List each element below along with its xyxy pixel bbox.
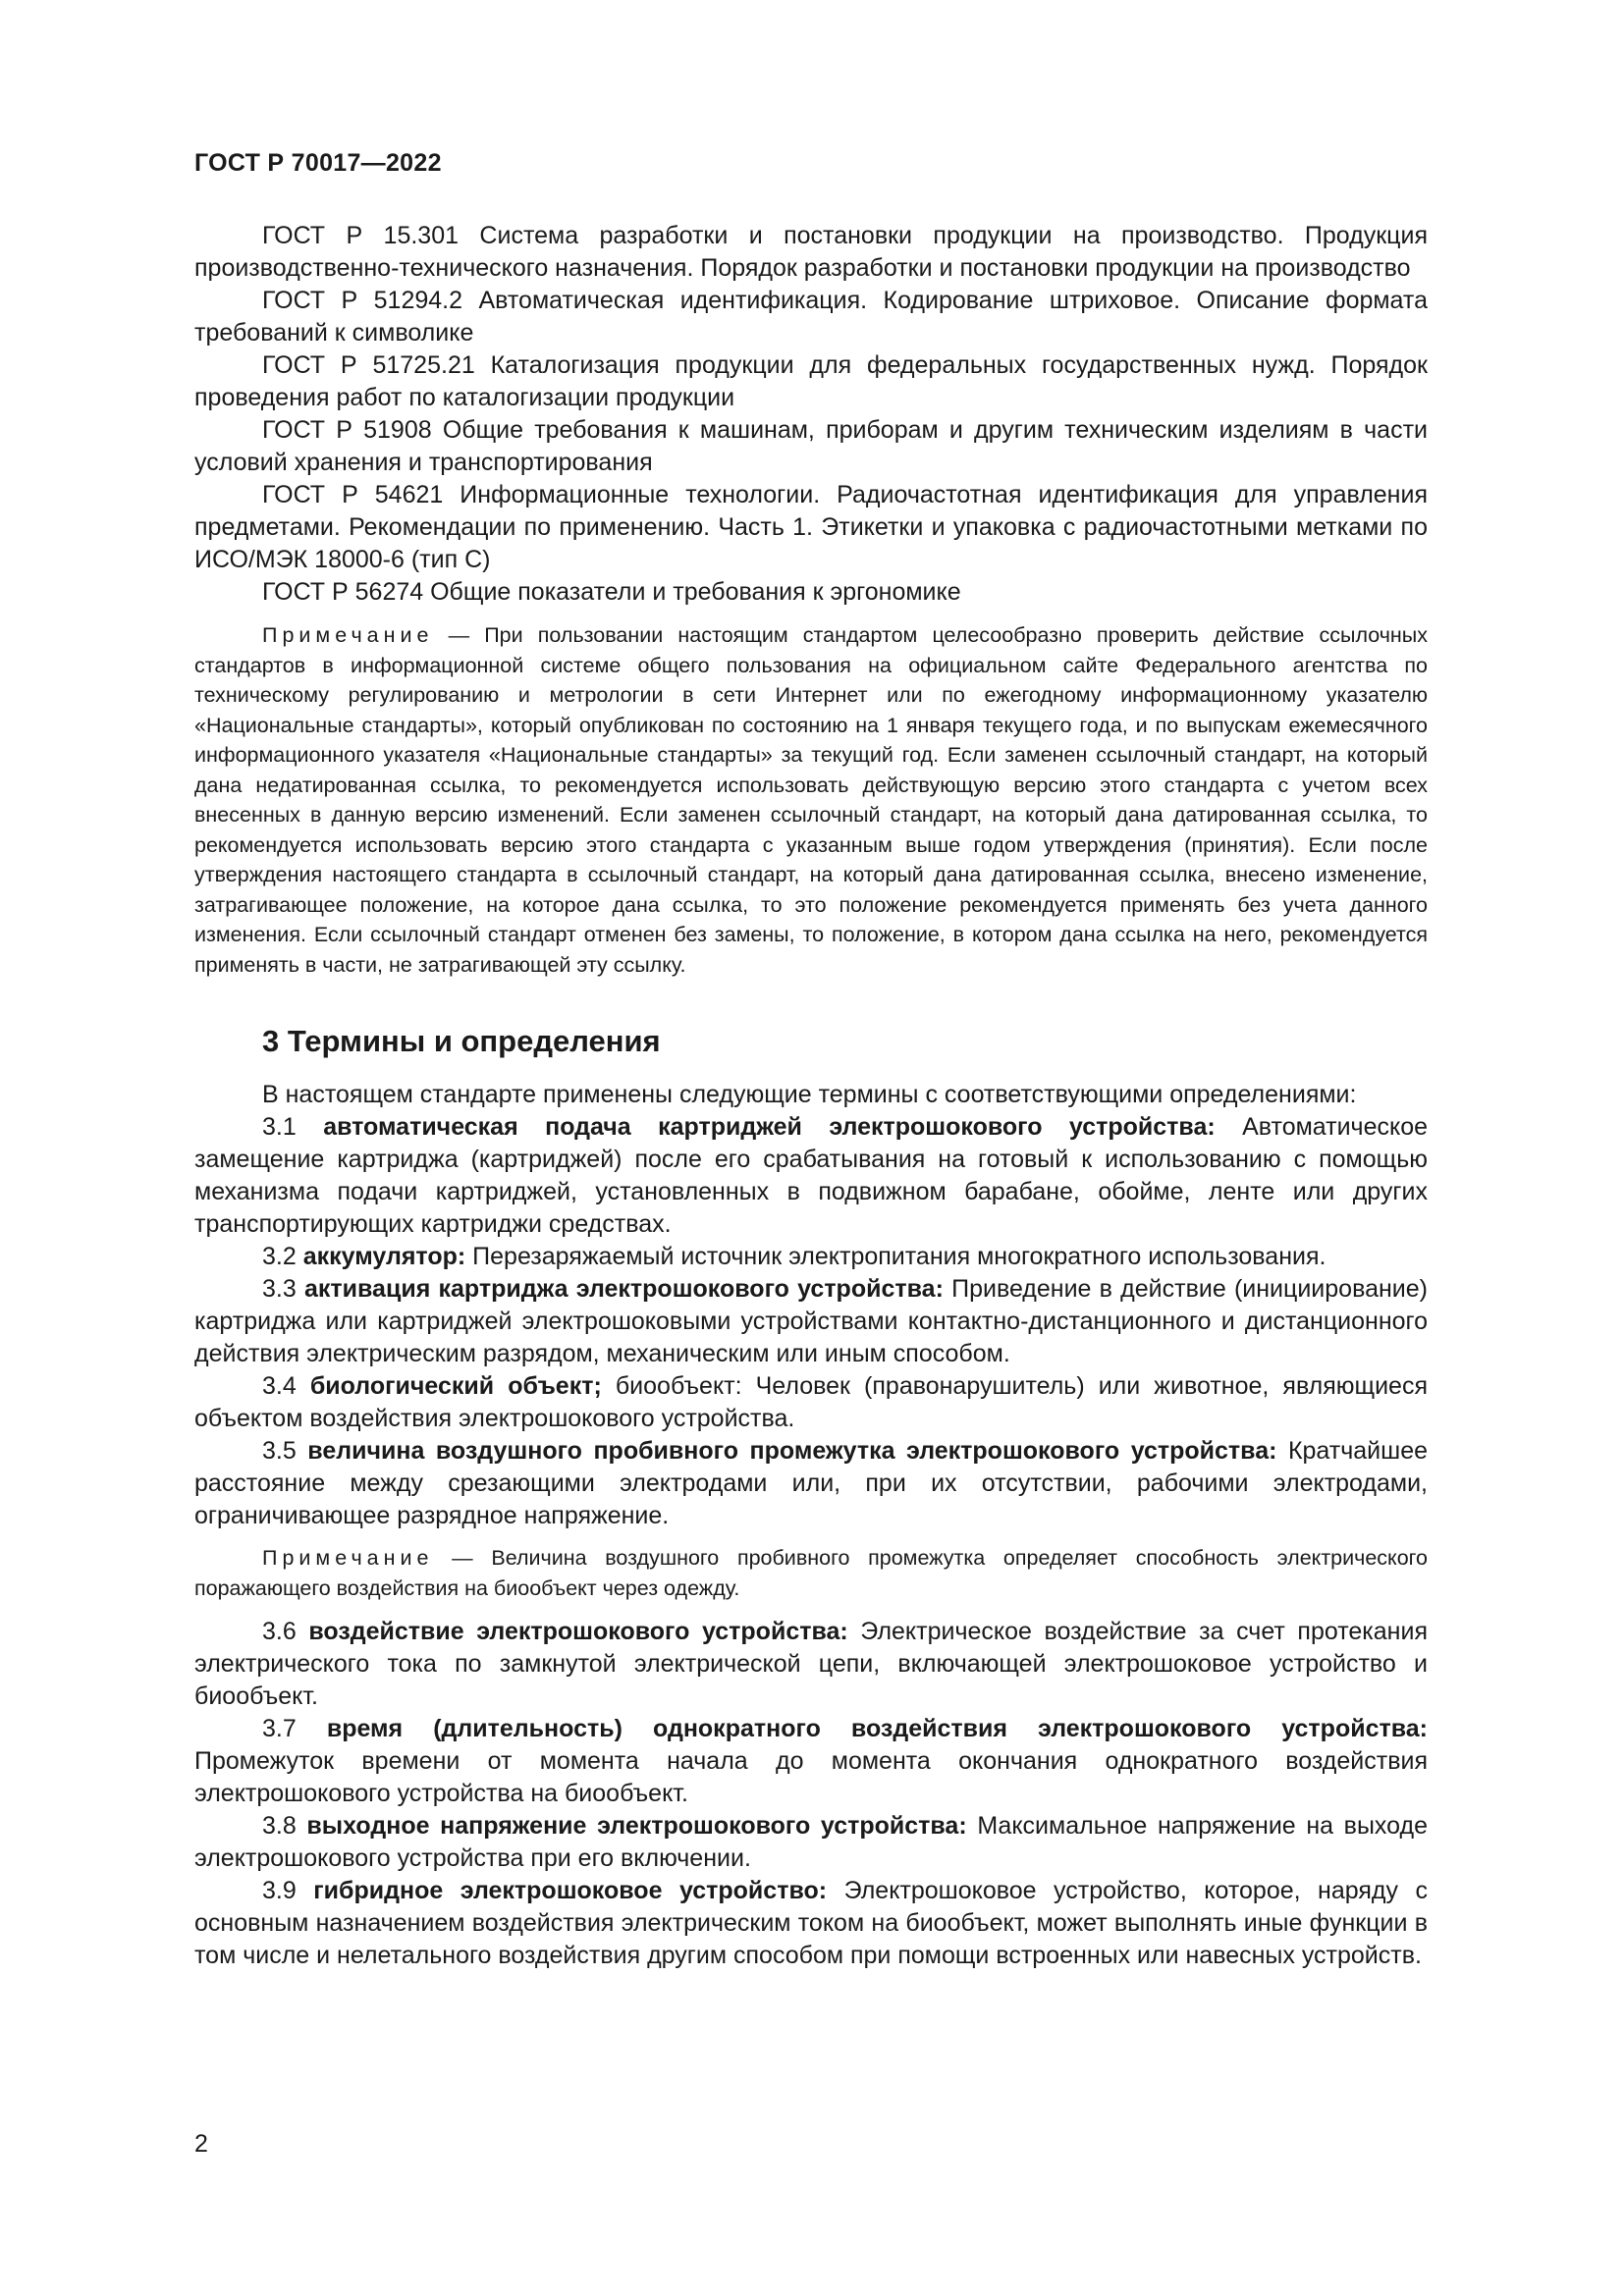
term-entry <box>194 1616 1428 1713</box>
term-entry <box>194 1241 1428 1273</box>
term-name: гибридное электрошоковое устройство: <box>313 1877 828 1904</box>
term-definition: Электрошоковое устройство, которое, наряду с основным назначением воздействия электрическим током на биообъект, может выполнять иные функции в том числе и нелетального воздействия другим способом при помощи встроенных или навесных устройств. <box>194 1877 1429 1969</box>
term-definition: Промежуток времени от момента начала до момента окончания однократного воздействия электрошокового устройства на биообъект. <box>194 1747 1428 1807</box>
term-entry <box>194 1273 1428 1370</box>
term-name: величина воздушного пробивного промежутка электрошокового устройства: <box>307 1437 1277 1465</box>
term-definition: Максимальное напряжение на выходе электрошокового устройства при его включении. <box>194 1812 1428 1872</box>
note-label: Примечание <box>262 1546 434 1570</box>
note-term <box>194 1543 1428 1603</box>
references-list <box>194 220 1428 609</box>
note-text: — Величина воздушного пробивного промежутка определяет способность электрического поражающего воздействия на биообъект через одежду. <box>194 1546 1428 1600</box>
section-intro: В настоящем стандарте применены следующие термины с соответствующими определениями: <box>262 1081 1357 1108</box>
reference-item: ГОСТ Р 51725.21 Каталогизация продукции для федеральных государственных нужд. Порядок проведения работ по каталогизации продукции <box>194 351 1428 411</box>
document-header: ГОСТ Р 70017—2022 <box>194 149 442 177</box>
page-number: 2 <box>194 2130 208 2158</box>
term-definition: Электрическое воздействие за счет протекания электрического тока по замкнутой электрической цепи, включающей электрошоковое устройство и биообъект. <box>194 1618 1428 1710</box>
term-entry <box>194 1810 1428 1875</box>
reference-item: ГОСТ Р 51294.2 Автоматическая идентификация. Кодирование штриховое. Описание формата требований к символике <box>194 287 1428 347</box>
section-title: 3 Термины и определения <box>262 1024 661 1058</box>
term-number: 3.2 <box>262 1243 297 1270</box>
term-name: аккумулятор: <box>302 1243 466 1270</box>
reference-item: ГОСТ Р 15.301 Система разработки и постановки продукции на производство. Продукция производственно-технического назначения. Порядок разработки и постановки продукции на производство <box>194 222 1428 282</box>
term-number: 3.7 <box>262 1715 297 1742</box>
term-number: 3.4 <box>262 1372 297 1400</box>
term-definition: Автоматическое замещение картриджа (картриджей) после его срабатывания на готовый к использованию с помощью механизма подачи картриджей, установленных в подвижном барабане, обойме, ленте или других транспортирующих картриджи средствах. <box>194 1113 1429 1238</box>
term-number: 3.5 <box>262 1437 297 1465</box>
term-number: 3.1 <box>262 1113 297 1141</box>
term-definition: биообъект: Человек (правонарушитель) или животное, являющиеся объектом воздействия электрошокового устройства. <box>194 1372 1428 1432</box>
note-label: Примечание <box>262 623 434 647</box>
term-definition: Кратчайшее расстояние между срезающими электродами или, при их отсутствии, рабочими электродами, ограничивающее разрядное напряжение. <box>194 1437 1428 1529</box>
term-number: 3.9 <box>262 1877 297 1904</box>
reference-item: ГОСТ Р 54621 Информационные технологии. Радиочастотная идентификация для управления предметами. Рекомендации по применению. Часть 1. Этикетки и упаковка с радиочастотными метками по ИСО/МЭК 18000-6 (тип С) <box>194 481 1428 573</box>
term-definition: Перезаряжаемый источник электропитания многократного использования. <box>465 1243 1326 1270</box>
term-entry <box>194 1713 1428 1810</box>
term-entry <box>194 1111 1428 1241</box>
term-entry <box>194 1370 1428 1435</box>
note-references <box>194 620 1428 980</box>
term-name: автоматическая подача картриджей электрошокового устройства: <box>323 1113 1216 1141</box>
note-text: — При пользовании настоящим стандартом целесообразно проверить действие ссылочных стандартов в информационной системе общего пользования на официальном сайте Федерального агентства по техническому регулированию и метрологии в сети Интернет или по ежегодному информационному указателю «Национальные стандарты», который опубликован по состоянию на 1 января текущего года, и по выпускам ежемесячного информационного указателя «Национальные стандарты» за текущий год. Если заменен ссылочный стандарт, на который дана недатированная ссылка, то рекомендуется использовать действующую версию этого стандарта с учетом всех внесенных в данную версию изменений. Если заменен ссылочный стандарт, на который дана датированная ссылка, то рекомендуется использовать версию этого стандарта с указанным выше годом утверждения (принятия). Если после утверждения настоящего стандарта в ссылочный стандарт, на который дана датированная ссылка, внесено изменение, затрагивающее положение, на которое дана ссылка, то это положение рекомендуется применять без учета данного изменения. Если ссылочный стандарт отменен без замены, то положение, в котором дана ссылка на него, рекомендуется применять в части, не затрагивающей эту ссылку. <box>194 623 1428 977</box>
term-number: 3.3 <box>262 1275 297 1303</box>
term-name: биологический объект; <box>309 1372 602 1400</box>
reference-item: ГОСТ Р 51908 Общие требования к машинам, приборам и другим техническим изделиям в части условий хранения и транспортирования <box>194 416 1428 476</box>
term-number: 3.8 <box>262 1812 297 1840</box>
term-name: выходное напряжение электрошокового устройства: <box>306 1812 967 1840</box>
term-name: активация картриджа электрошокового устройства: <box>303 1275 944 1303</box>
term-number: 3.6 <box>262 1618 297 1645</box>
term-name: время (длительность) однократного воздействия электрошокового устройства: <box>326 1715 1428 1742</box>
document-body <box>194 216 1428 1972</box>
term-definition: Приведение в действие (инициирование) картриджа или картриджей электрошоковыми устройствами контактно-дистанционного и дистанционного действия электрическим разрядом, механическим или иным способом. <box>194 1275 1428 1367</box>
term-entry <box>194 1875 1428 1972</box>
reference-item: ГОСТ Р 56274 Общие показатели и требования к эргономике <box>262 578 961 606</box>
term-entry <box>194 1435 1428 1532</box>
term-name: воздействие электрошокового устройства: <box>308 1618 848 1645</box>
